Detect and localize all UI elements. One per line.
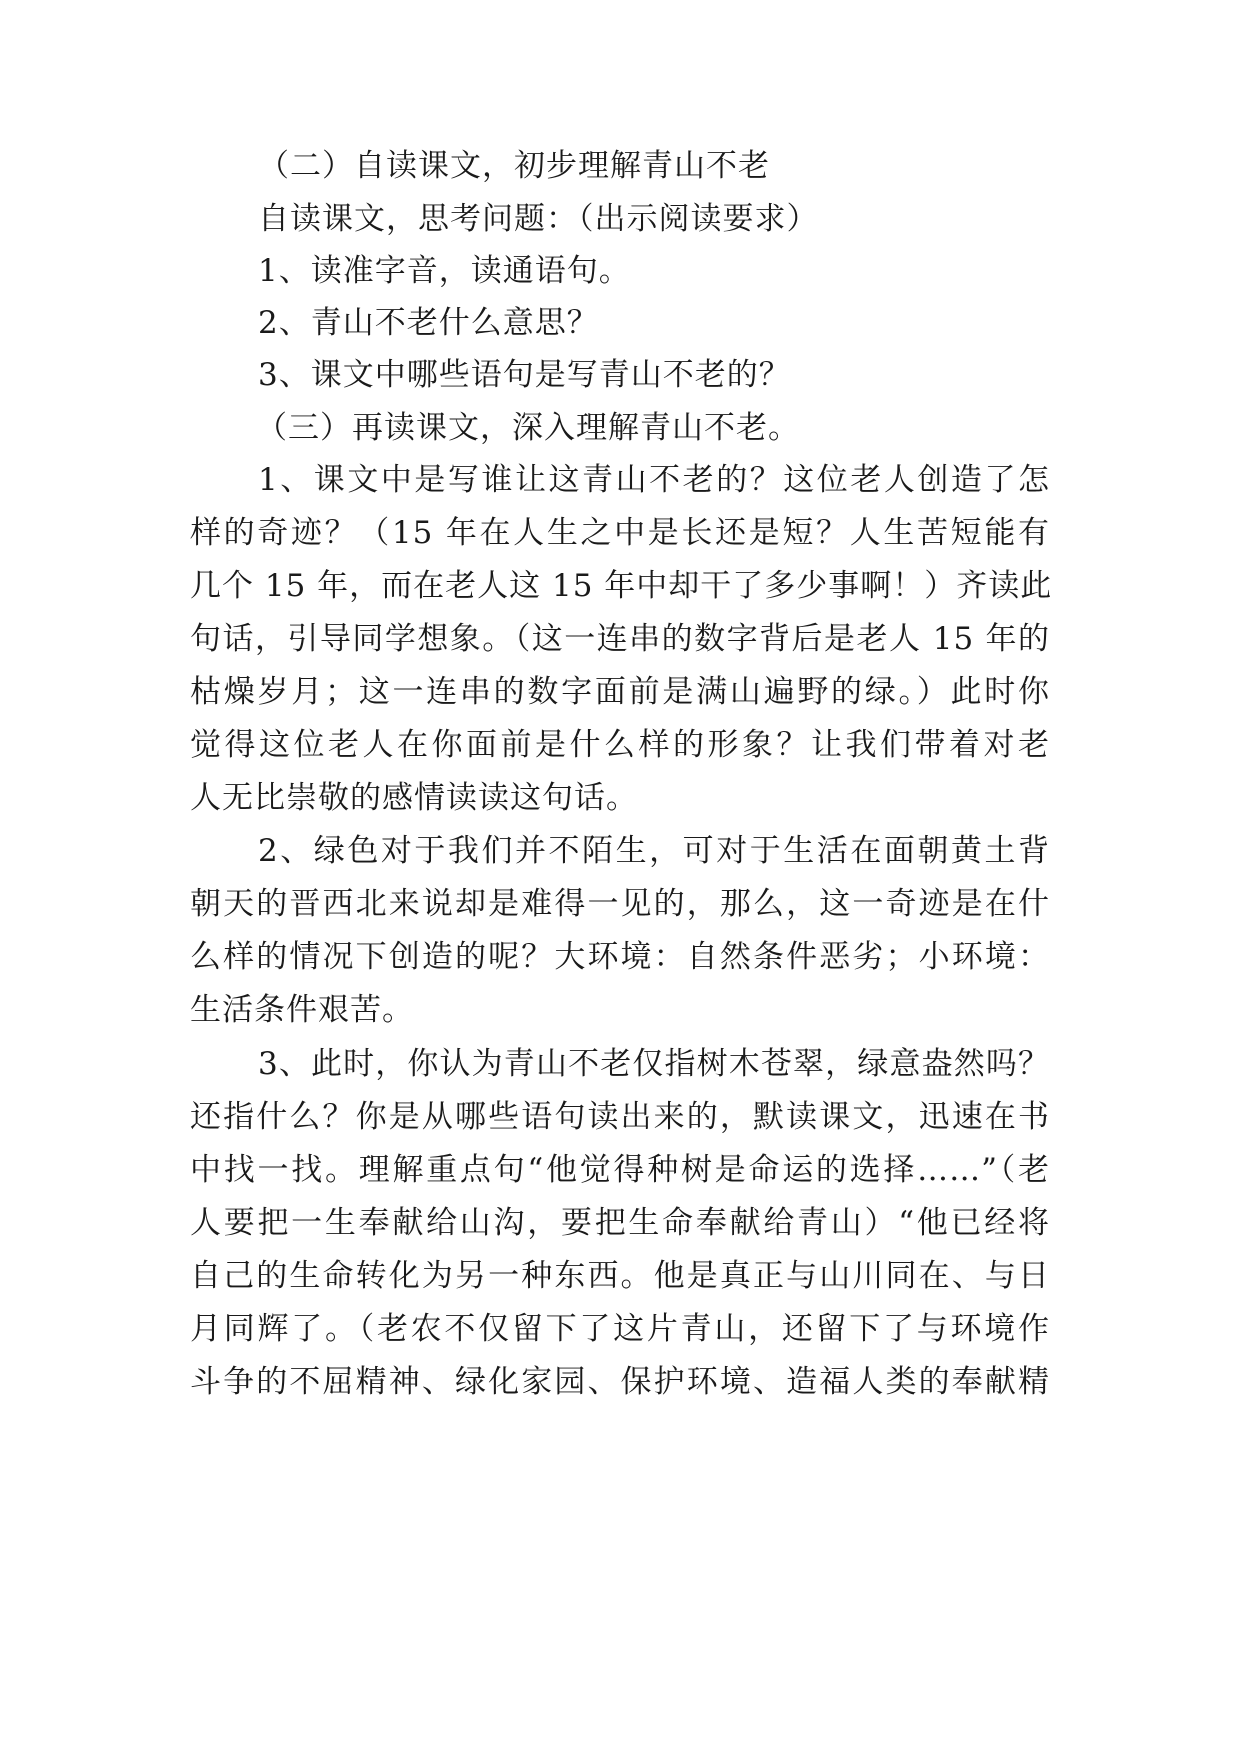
paragraph-3-line: 3、此时，你认为青山不老仅指树木苍翠，绿意盎然吗？ xyxy=(258,1046,1050,1082)
question-2: 2、青山不老什么意思？ xyxy=(258,305,599,341)
section-3-heading: （三）再读课文，深入理解青山不老。 xyxy=(256,410,800,446)
paragraph-3-line: 中找一找。理解重点句“他觉得种树是命运的选择……”（老 xyxy=(190,1152,1050,1188)
paragraph-3-line: 斗争的不屈精神、绿化家园、保护环境、造福人类的奉献精 xyxy=(190,1364,1050,1400)
section-2-intro: 自读课文，思考问题：（出示阅读要求） xyxy=(258,201,819,237)
paragraph-1-line: 1、课文中是写谁让这青山不老的？这位老人创造了怎 xyxy=(258,462,1050,498)
paragraph-1-line: 几个 15 年，而在老人这 15 年中却干了多少事啊！）齐读此 xyxy=(190,568,1053,604)
paragraph-1-line: 人无比崇敬的感情读读这句话。 xyxy=(190,780,638,816)
paragraph-3-line: 月同辉了。（老农不仅留下了这片青山，还留下了与环境作 xyxy=(190,1311,1050,1347)
paragraph-2-line: 生活条件艰苦。 xyxy=(190,992,414,1028)
paragraph-2-line: 么样的情况下创造的呢？大环境：自然条件恶劣；小环境： xyxy=(190,939,1050,975)
question-1: 1、读准字音，读通语句。 xyxy=(258,253,631,289)
paragraph-3-line: 还指什么？你是从哪些语句读出来的，默读课文，迅速在书 xyxy=(190,1099,1050,1135)
paragraph-3-line: 人要把一生奉献给山沟，要把生命奉献给青山）“他已经将 xyxy=(190,1205,1050,1241)
paragraph-1-line: 句话，引导同学想象。（这一连串的数字背后是老人 15 年的 xyxy=(190,621,1050,657)
paragraph-2-line: 朝天的晋西北来说却是难得一见的，那么，这一奇迹是在什 xyxy=(190,886,1050,922)
paragraph-1-line: 样的奇迹？（15 年在人生之中是长还是短？人生苦短能有 xyxy=(190,515,1050,551)
paragraph-1-line: 觉得这位老人在你面前是什么样的形象？让我们带着对老 xyxy=(190,727,1050,763)
paragraph-1-line: 枯燥岁月；这一连串的数字面前是满山遍野的绿。）此时你 xyxy=(190,674,1050,710)
section-2-heading: （二）自读课文，初步理解青山不老 xyxy=(258,148,770,184)
question-3: 3、课文中哪些语句是写青山不老的？ xyxy=(258,357,791,393)
paragraph-2-line: 2、绿色对于我们并不陌生，可对于生活在面朝黄土背 xyxy=(258,833,1050,869)
paragraph-3-line: 自己的生命转化为另一种东西。他是真正与山川同在、与日 xyxy=(190,1258,1050,1294)
